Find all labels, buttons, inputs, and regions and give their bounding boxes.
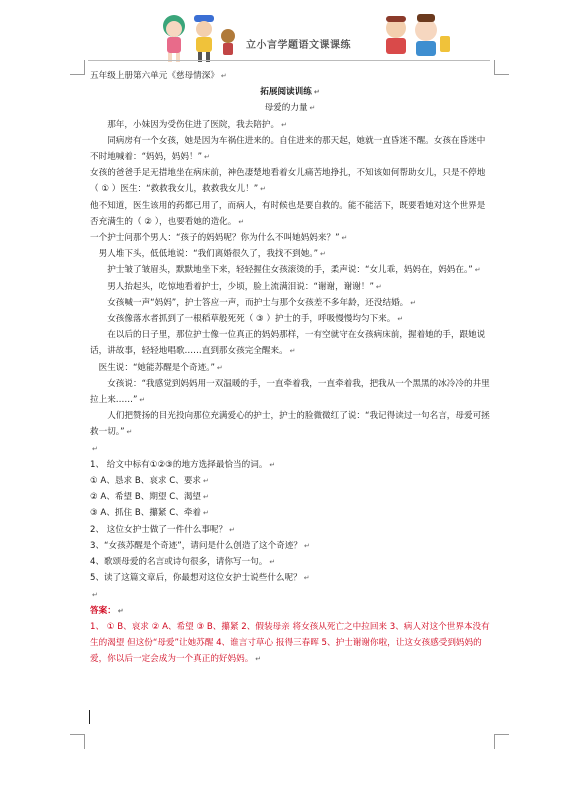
paragraph-mark: ↵ [204, 153, 210, 162]
paragraph-mark: ↵ [304, 541, 310, 550]
passage-paragraph [90, 311, 490, 327]
page-corner-mark [70, 60, 85, 75]
paragraph-text: 女孩的爸爸手足无措地坐在病床前，神色凄楚地看着女儿痛苦地挣扎，不知该如何帮助女儿，只是不停地（ ① ）医生：“救救我女儿，救救我女儿！” [90, 168, 486, 195]
paragraph-text: 他不知道，医生该用的药都已用了，而病人，有时候也是要自救的。能不能活下，既要看她对这个世界是否充满生的（ ② ），也要看她的造化。 [90, 200, 486, 227]
paragraph-mark: ↵ [375, 282, 382, 291]
lesson-text: 五年级上册第六单元《慈母情深》 [90, 71, 219, 81]
passage-paragraph [90, 279, 490, 295]
paragraph-mark: ↵ [397, 315, 404, 324]
question-text: ① A、恳求 B、哀求 C、要求 [90, 476, 202, 487]
paragraph-text: 男人堆下头，低低地说：“我们离婚很久了，我找不到她。” [98, 249, 319, 260]
passage-paragraph [90, 246, 490, 262]
passage-title-text: 母爱的力量 [264, 103, 308, 114]
paragraph-text: 女孩像落水者抓到了一根稻草般死死（ ③ ）护士的手，呼吸慢慢均匀下来。 [107, 314, 396, 325]
answer-label-text: 答案： [90, 605, 116, 616]
paragraph-mark: ↵ [203, 477, 209, 486]
paragraph-mark: ↵ [269, 460, 276, 469]
header-title: 立小言学题语文课课练 [246, 40, 351, 51]
paragraph-mark: ↵ [238, 217, 245, 226]
passage-paragraphs [90, 117, 490, 441]
paragraph-text: 一个护士问那个男人：“孩子的妈妈呢？你为什么不叫她妈妈来？” [90, 233, 340, 244]
page-corner-mark [494, 60, 509, 75]
paragraph-mark: ↵ [303, 574, 310, 583]
passage-paragraph [90, 295, 490, 311]
paragraph-mark: ↵ [203, 493, 209, 502]
exercise-title-text: 拓展阅读训练 [260, 87, 312, 98]
question-item [90, 457, 490, 473]
text-cursor[interactable] [89, 710, 90, 724]
question-list [90, 457, 490, 587]
question-item [90, 554, 490, 570]
empty-line: ↵ [92, 590, 98, 599]
paragraph-mark: ↵ [203, 509, 209, 518]
answer-label: 答案： ↵ [90, 605, 124, 616]
paragraph-text: 男人抬起头，吃惊地看着护士，少顷，脸上流满泪说：“谢谢，谢谢！” [107, 281, 374, 292]
question-text: 5、读了这篇文章后，你最想对这位女护士说些什么呢？ [90, 573, 302, 584]
document-body [90, 68, 490, 668]
paragraph-mark: ↵ [126, 428, 133, 437]
paragraph-mark: ↵ [281, 120, 287, 129]
paragraph-mark: ↵ [229, 525, 235, 534]
passage-paragraph [90, 165, 490, 197]
answer-text-content: 1、 ① B、哀求 ② A、希望 ③ B、攥紧 2、假装母亲 将女孩从死亡之中拉回来 3、病人对这个世界本没有生的渴望 但这份“母爱”让她苏醒 4、谁言寸草心 报得三春晖 5、护士谢谢你啦，让这女孩感受到妈妈的爱，你以后一定会成为一个真正的好妈妈。 [90, 621, 490, 665]
exercise-title: 拓展阅读训练 ↵ [260, 87, 320, 98]
question-item [90, 505, 490, 521]
question-text: 2、 这位女护士做了一件什么事呢？ [90, 524, 228, 535]
question-text: ③ A、抓住 B、攥紧 C、牵着 [90, 508, 202, 519]
paragraph-text: 女孩说：“我感觉到妈妈用一双温暖的手，一直牵着我，一直牵着我，把我从一个黑黑的冰冷冷的井里拉上来……” [90, 378, 490, 406]
passage-paragraph [90, 230, 490, 246]
page-corner-mark [70, 734, 85, 749]
paragraph-text: 那年，小妹因为受伤住进了医院，我去陪护。 [107, 119, 280, 130]
paragraph-text: 同病房有一个女孩，她是因为车祸住进来的。自住进来的那天起，她就一直昏迷不醒。女孩在昏迷中不时地喊着：“妈妈，妈妈！” [90, 135, 486, 163]
paragraph-text: 人们把赞扬的目光投向那位充满爱心的护士，护士的脸微微红了说：“我记得读过一句名言，母爱可拯救一切。” [90, 411, 490, 438]
passage-paragraph [90, 376, 490, 408]
paragraph-mark: ↵ [139, 396, 146, 405]
passage-paragraph [90, 117, 490, 133]
passage-paragraph [90, 327, 490, 359]
passage-paragraph [90, 133, 490, 165]
paragraph-text: 在以后的日子里，那位护士像一位真正的妈妈那样，一有空就守在女孩病床前，握着她的手，跟她说话，讲故事，轻轻地唱歌……直到那女孩完全醒来。 [90, 330, 486, 357]
question-text: 3、“女孩苏醒是个奇迹”，请问是什么创造了这个奇迹？ [90, 540, 303, 551]
question-text: 4、歌颂母爱的名言或诗句很多，请你写一句。 [90, 557, 268, 568]
paragraph-mark: ↵ [289, 347, 296, 356]
passage-paragraph [90, 262, 490, 278]
paragraph-mark: ↵ [269, 558, 276, 567]
paragraph-mark: ↵ [474, 266, 481, 275]
question-text: ② A、希望 B、期望 C、渴望 [90, 492, 202, 503]
paragraph-mark: ↵ [341, 234, 348, 243]
passage-paragraph [90, 198, 490, 230]
page-corner-mark [494, 734, 509, 749]
question-item [90, 570, 490, 586]
paragraph-mark: ↵ [260, 185, 267, 194]
passage-paragraph [90, 360, 490, 376]
paragraph-mark: ↵ [216, 363, 223, 372]
answer-text: 1、 ① B、哀求 ② A、希望 ③ B、攥紧 2、假装母亲 将女孩从死亡之中拉回来 3、病人对这个世界本没有生的渴望 但这份“母爱”让她苏醒 4、谁言寸草心 报得三春晖 5、护士谢谢你啦，让这女孩感受到妈妈的爱，你以后一定会成为一个真正的好妈妈。 ↵ [90, 621, 490, 665]
paragraph-mark: ↵ [320, 250, 326, 259]
passage-paragraph [90, 408, 490, 440]
paragraph-mark: ↵ [410, 298, 417, 307]
question-item [90, 522, 490, 538]
question-item [90, 489, 490, 505]
empty-line: ↵ [92, 444, 98, 453]
header-divider [88, 60, 490, 61]
question-item [90, 538, 490, 554]
paragraph-text: 医生说：“她能苏醒是个奇迹。” [98, 362, 215, 373]
passage-title: 母爱的力量 ↵ [264, 103, 316, 114]
question-item [90, 473, 490, 489]
paragraph-text: 女孩喊一声“妈妈”，护士答应一声，而护士与那个女孩差不多年龄，还没结婚。 [107, 297, 409, 308]
question-text: 1、 给文中标有①②③的地方选择最恰当的词。 [90, 459, 268, 470]
paragraph-text: 护士皱了皱眉头，默默地坐下来，轻轻握住女孩滚烫的手，柔声说：“女儿乖，妈妈在，妈妈在。” [107, 265, 473, 276]
lesson-line: 五年级上册第六单元《慈母情深》 ↵ [90, 71, 227, 81]
